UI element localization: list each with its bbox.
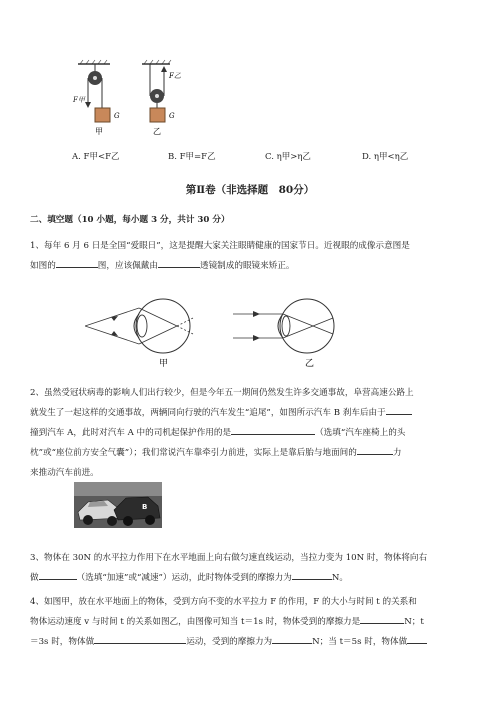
- option-b-letter: B.: [168, 152, 177, 162]
- q2-line4-b: 力: [392, 448, 402, 458]
- eye-left: [85, 299, 193, 353]
- q1-blank-2[interactable]: [158, 257, 200, 268]
- option-c-letter: C.: [265, 152, 274, 162]
- q1-blank-1[interactable]: [56, 257, 98, 268]
- eye-right-label: 乙: [305, 359, 315, 368]
- q2-line3-b: （选填“汽车座椅上的头: [315, 428, 406, 438]
- q3-line1: 3、物体在 30N 的水平拉力作用下在水平地面上向右做匀速直线运动，当拉力变为 10N 时，物体将向右: [30, 553, 428, 563]
- q2-blank-3[interactable]: [357, 444, 393, 455]
- eye-right: [233, 299, 334, 353]
- q4-line2-a: 物体运动速度 v 与时间 t 的关系如图乙，由图像可知当 t＝1s 时，物体受到的摩擦力是: [30, 617, 361, 627]
- q2-line1: 2、虽然受冠状病毒的影响人们出行较少，但是今年五一期间仍然发生许多交通事故，阜营高速公路上: [30, 388, 414, 398]
- car-crash-photo: [74, 482, 162, 528]
- q3-blank-2[interactable]: [292, 569, 332, 580]
- q2-blank-1[interactable]: [386, 404, 412, 415]
- option-a[interactable]: [72, 150, 119, 162]
- weight-block-right: [150, 108, 165, 122]
- force-left-label: F甲: [73, 96, 85, 104]
- option-d-text: η甲<η乙: [373, 152, 409, 162]
- option-d-letter: D.: [362, 152, 372, 162]
- car-b-label: B: [142, 503, 148, 511]
- q4-blank-4[interactable]: [407, 633, 427, 644]
- weight-right-label: G: [169, 112, 175, 120]
- question-3: [30, 548, 490, 588]
- q2-line4: 枕”或“座位前方安全气囊”）；我们常说汽车靠牵引力前进，实际上是靠后胎与地面间的: [30, 448, 357, 458]
- eye-left-label: 甲: [159, 359, 169, 368]
- question-2: [30, 383, 490, 483]
- option-d[interactable]: [362, 150, 408, 162]
- pulley-right-label: 乙: [153, 127, 161, 136]
- q3-line2-c: N。: [331, 573, 348, 583]
- eye-diagram: [85, 296, 355, 368]
- q4-blank-3[interactable]: [272, 633, 312, 644]
- option-a-letter: A.: [72, 152, 81, 162]
- q3-line2-b: （选填“加速”或“减速”）运动，此时物体受到的摩擦力为: [76, 573, 292, 583]
- question-4: [30, 592, 495, 652]
- q3-blank-1[interactable]: [39, 569, 77, 580]
- q4-line3-c: N；当 t＝5s 时，物体做: [312, 637, 408, 647]
- option-c-text: η甲>η乙: [276, 152, 311, 162]
- option-b-text: F甲=F乙: [179, 152, 216, 162]
- section-header: 二、填空题（10 小题，每小题 3 分，共计 30 分）: [30, 215, 230, 225]
- question-1: [30, 236, 480, 276]
- q4-line2-b: N；t: [404, 617, 424, 627]
- weight-block-left: [95, 108, 110, 122]
- section-title: 第Ⅱ卷（非选择题 80分）: [185, 184, 315, 196]
- option-c[interactable]: [265, 150, 311, 162]
- q4-line3-a: ＝3s 时，物体做: [30, 637, 95, 647]
- force-right-label: F乙: [169, 72, 181, 80]
- pulley-figure: [70, 58, 200, 140]
- q4-line1: 4、如图甲，放在水平地面上的物体，受到方向不变的水平拉力 F 的作用，F 的大小与时间 t 的关系和: [30, 597, 417, 607]
- pulley-left-label: 甲: [95, 127, 103, 136]
- q1-line2-b: 图，应该佩戴由: [97, 261, 158, 271]
- q1-line2-a: 如图的: [30, 261, 56, 271]
- q2-blank-2[interactable]: [231, 424, 315, 435]
- option-a-text: F甲<F乙: [83, 152, 120, 162]
- weight-left-label: G: [114, 112, 120, 120]
- q1-line1: 1、每年 6 月 6 日是全国“爱眼日”，这是提醒大家关注眼睛健康的国家节日。近视眼的成像示意图是: [30, 241, 410, 251]
- q4-blank-1[interactable]: [360, 613, 404, 624]
- q2-line2-a: 就发生了一起这样的交通事故，两辆同向行驶的汽车发生“追尾”，如图所示汽车 B 刹车后由于: [30, 408, 386, 418]
- q2-line5: 来推动汽车前进。: [30, 468, 99, 478]
- q3-line2-a: 做: [30, 573, 39, 583]
- q4-line3-b: 运动，受到的摩擦力为: [186, 637, 273, 647]
- q1-line2-c: 透镜制成的眼镜来矫正。: [199, 261, 295, 271]
- option-b[interactable]: [168, 150, 216, 162]
- q4-blank-2[interactable]: [94, 633, 186, 644]
- q2-line3-a: 撞到汽车 A，此时对汽车 A 中的司机起保护作用的是: [30, 428, 232, 438]
